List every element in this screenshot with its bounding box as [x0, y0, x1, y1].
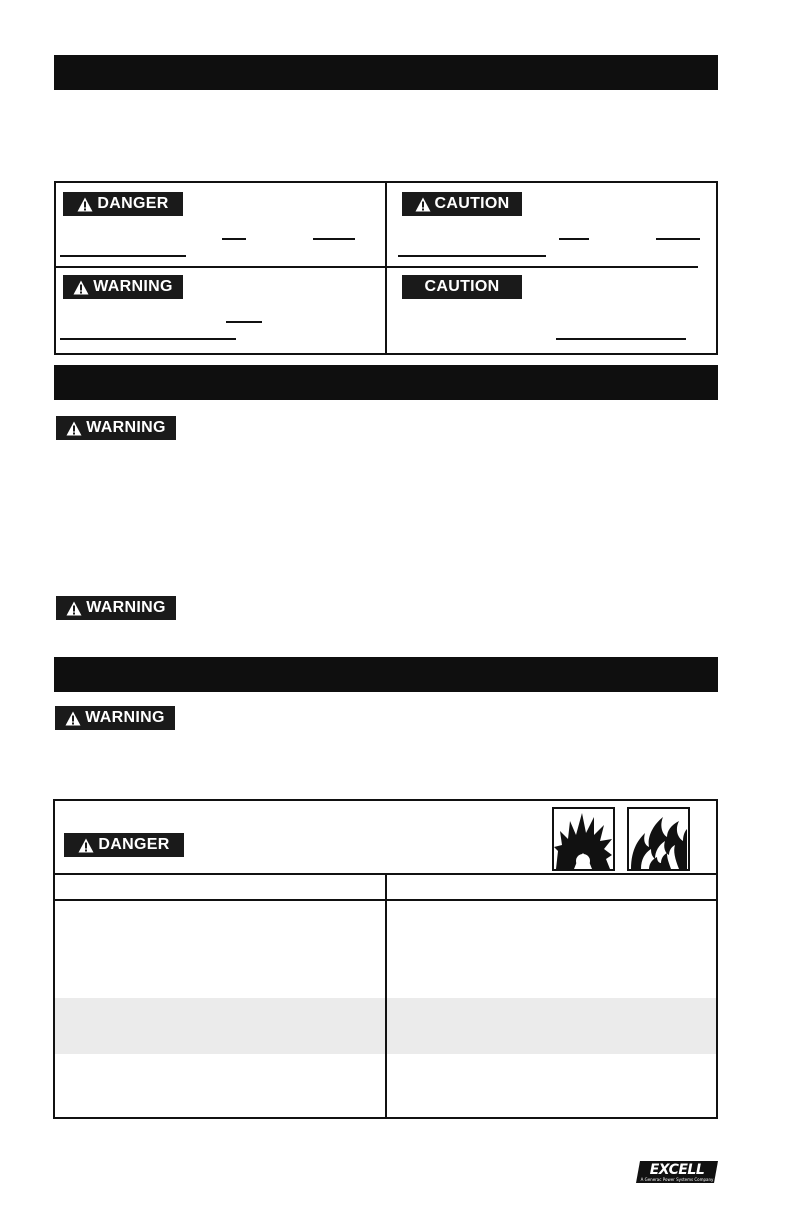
- warning-label-text: WARNING: [93, 278, 173, 295]
- danger-label-definition: [63, 192, 183, 216]
- section-header-bar-3: [54, 657, 718, 692]
- danger-label-text: DANGER: [98, 836, 170, 853]
- warning-label-definition: [63, 275, 183, 299]
- definitions-row-divider: [56, 266, 698, 268]
- warning-label-text: WARNING: [85, 709, 165, 726]
- logo-wordmark: EXCELL: [649, 1162, 705, 1178]
- warning-label-fuel: [55, 706, 175, 730]
- warning-label-text: WARNING: [86, 419, 166, 436]
- definitions-column-divider: [385, 183, 387, 353]
- fire-icon: [627, 807, 690, 871]
- warning-triangle-icon: [66, 421, 82, 436]
- underline-mark: [226, 321, 262, 323]
- caution-label-text: CAUTION: [434, 195, 510, 212]
- warning-label-general-1: [56, 416, 176, 440]
- table-row-shaded: [55, 998, 385, 1054]
- warning-label-text: WARNING: [86, 599, 166, 616]
- underline-mark: [556, 338, 686, 340]
- underline-mark: [559, 238, 589, 240]
- excell-logo: [634, 1159, 720, 1185]
- caution-notice-label-text: CAUTION: [424, 278, 500, 295]
- caution-label-definition: [402, 192, 522, 216]
- warning-triangle-icon: [73, 280, 89, 295]
- warning-triangle-icon: [65, 711, 81, 726]
- explosion-icon: [552, 807, 615, 871]
- warning-label-general-2: [56, 596, 176, 620]
- underline-mark: [313, 238, 355, 240]
- section-header-bar-2: [54, 365, 718, 400]
- underline-mark: [222, 238, 246, 240]
- danger-label-fuel: [64, 833, 184, 857]
- warning-triangle-icon: [77, 197, 93, 212]
- warning-triangle-icon: [78, 838, 94, 853]
- underline-mark: [398, 255, 546, 257]
- logo-tagline: A Generac Power Systems Company: [640, 1177, 714, 1182]
- underline-mark: [60, 338, 236, 340]
- warning-triangle-icon: [66, 601, 82, 616]
- underline-mark: [656, 238, 700, 240]
- underline-mark: [60, 255, 186, 257]
- warning-triangle-icon: [415, 197, 431, 212]
- table-row-shaded: [387, 998, 716, 1054]
- section-header-bar-1: [54, 55, 718, 90]
- table-column-divider: [385, 873, 387, 1117]
- danger-label-text: DANGER: [97, 195, 169, 212]
- caution-notice-label-definition: [402, 275, 522, 299]
